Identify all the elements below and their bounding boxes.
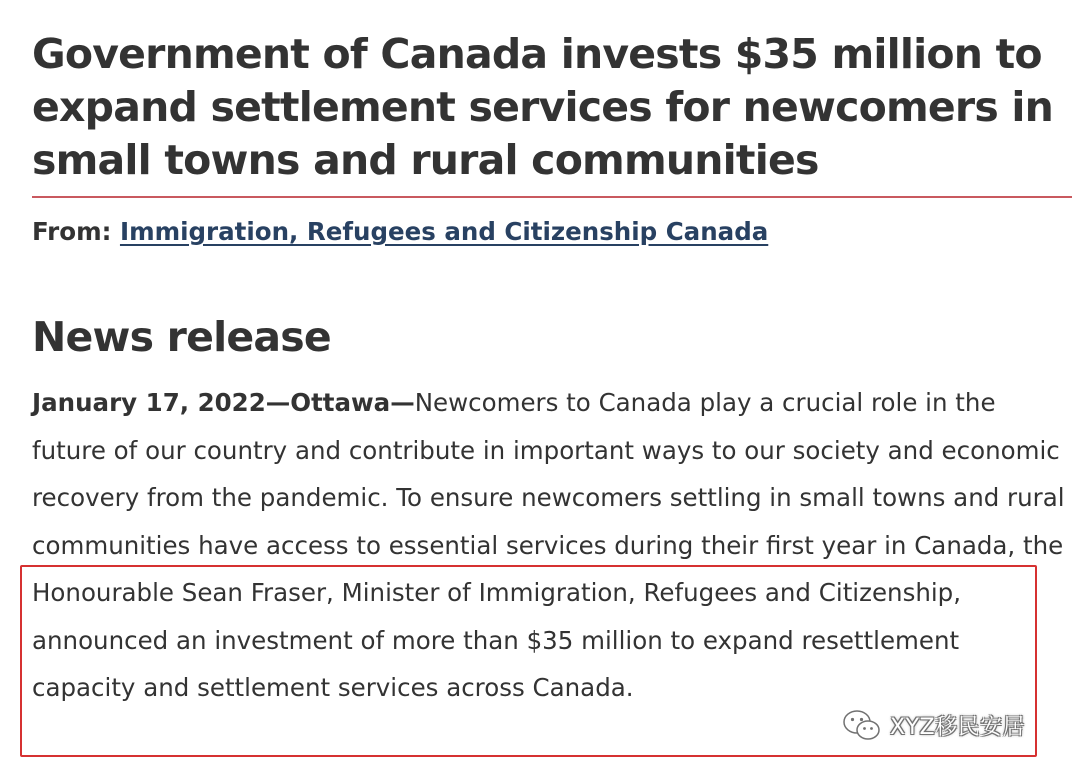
watermark: [842, 708, 1025, 742]
wechat-icon: [842, 708, 882, 742]
body-text-highlighted: their first year in Canada, the Honourable Sean Fraser, Minister of Immigration, Refugees and Citizenship, announced an investment of more than $35 million to expand resettlement capacity and settlement services across Canada.: [32, 530, 1064, 702]
from-line: [32, 214, 768, 250]
body-text-intro: Newcomers to Canada play a crucial role in the future of our country and contribute in important ways to our society and economic recovery from the pandemic. To ensure newcomers settling in small towns and rural communities have access to essential services during: [32, 388, 1065, 560]
section-heading: News release: [32, 313, 331, 361]
dateline: January 17, 2022—Ottawa—: [32, 388, 415, 417]
watermark-text: XYZ移民安居: [890, 714, 1026, 740]
department-link[interactable]: Immigration, Refugees and Citizenship Canada: [119, 217, 769, 246]
from-label: From:: [32, 217, 112, 246]
article-title: Government of Canada invests $35 million to expand settlement services for newcomers in small towns and rural communities: [32, 30, 1054, 184]
title-divider: [32, 196, 1072, 198]
